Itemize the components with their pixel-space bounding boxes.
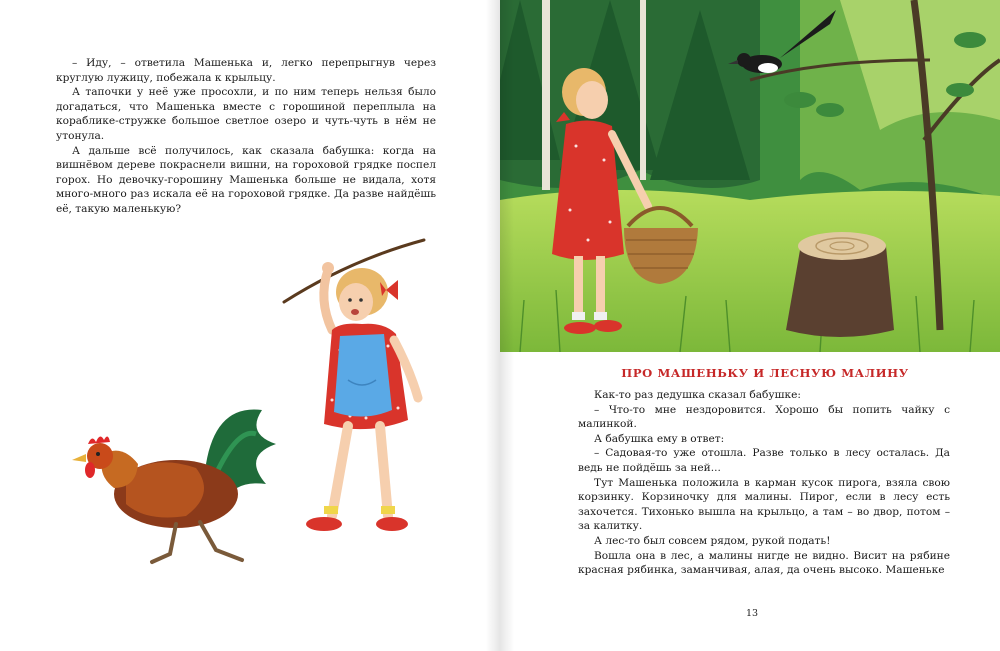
paragraph: – Что-то мне нездоровится. Хорошо бы попить чайку с малинкой. (578, 403, 950, 431)
girl-with-stick-illustration (270, 230, 450, 550)
forest-illustration (500, 0, 1000, 352)
paragraph: Как-то раз дедушка сказал бабушке: (594, 389, 801, 401)
right-page (500, 0, 1000, 651)
paragraph: Тут Машенька положила в карман кусок пирога, взяла свою корзинку. Корзиночку для малины. Пирог, если в лесу есть захочется. Тихонько вышла на крыльцо, а там – во двор, потом – за калитку. (578, 476, 950, 533)
paragraph: А лес-то был совсем рядом, рукой подать! (594, 534, 831, 547)
paragraph: – Иду, – ответила Машенька и, легко перепрыгнув через круглую лужицу, побежала к крыльцу. (56, 57, 436, 84)
chapter-heading: ПРО МАШЕНЬКУ И ЛЕСНУЮ МАЛИНУ (621, 366, 909, 380)
paragraph: – Садовая-то уже отошла. Разве только в лесу осталась. Да ведь не пойдёшь за ней... (578, 447, 950, 474)
left-page-text (56, 56, 436, 217)
rooster-illustration (66, 404, 286, 574)
page-number: 13 (745, 608, 759, 619)
paragraph: А дальше всё получилось, как сказала бабушка: когда на вишнёвом дереве покраснели вишни, на гороховой грядке поспел горох. Но девочку-горошину Машенька больше не видала, хотя много-много раз искала её на гороховой грядке. Да разве найдёшь её, такую маленькую? (56, 144, 436, 215)
paragraph: А тапочки у неё уже просохли, и по ним теперь нельзя было догадаться, что Машенька вместе с горошиной переплыла на кораблике-стружке большое светлое озеро и чуть-чуть в нём не утонула. (56, 86, 436, 142)
paragraph: А бабушка ему в ответ: (594, 432, 725, 445)
right-page-text (578, 388, 950, 578)
paragraph: Вошла она в лес, а малины нигде не видно. Висит на рябине красная рябинка, заманчивая, алая, да очень высоко. Машеньке (578, 549, 950, 577)
